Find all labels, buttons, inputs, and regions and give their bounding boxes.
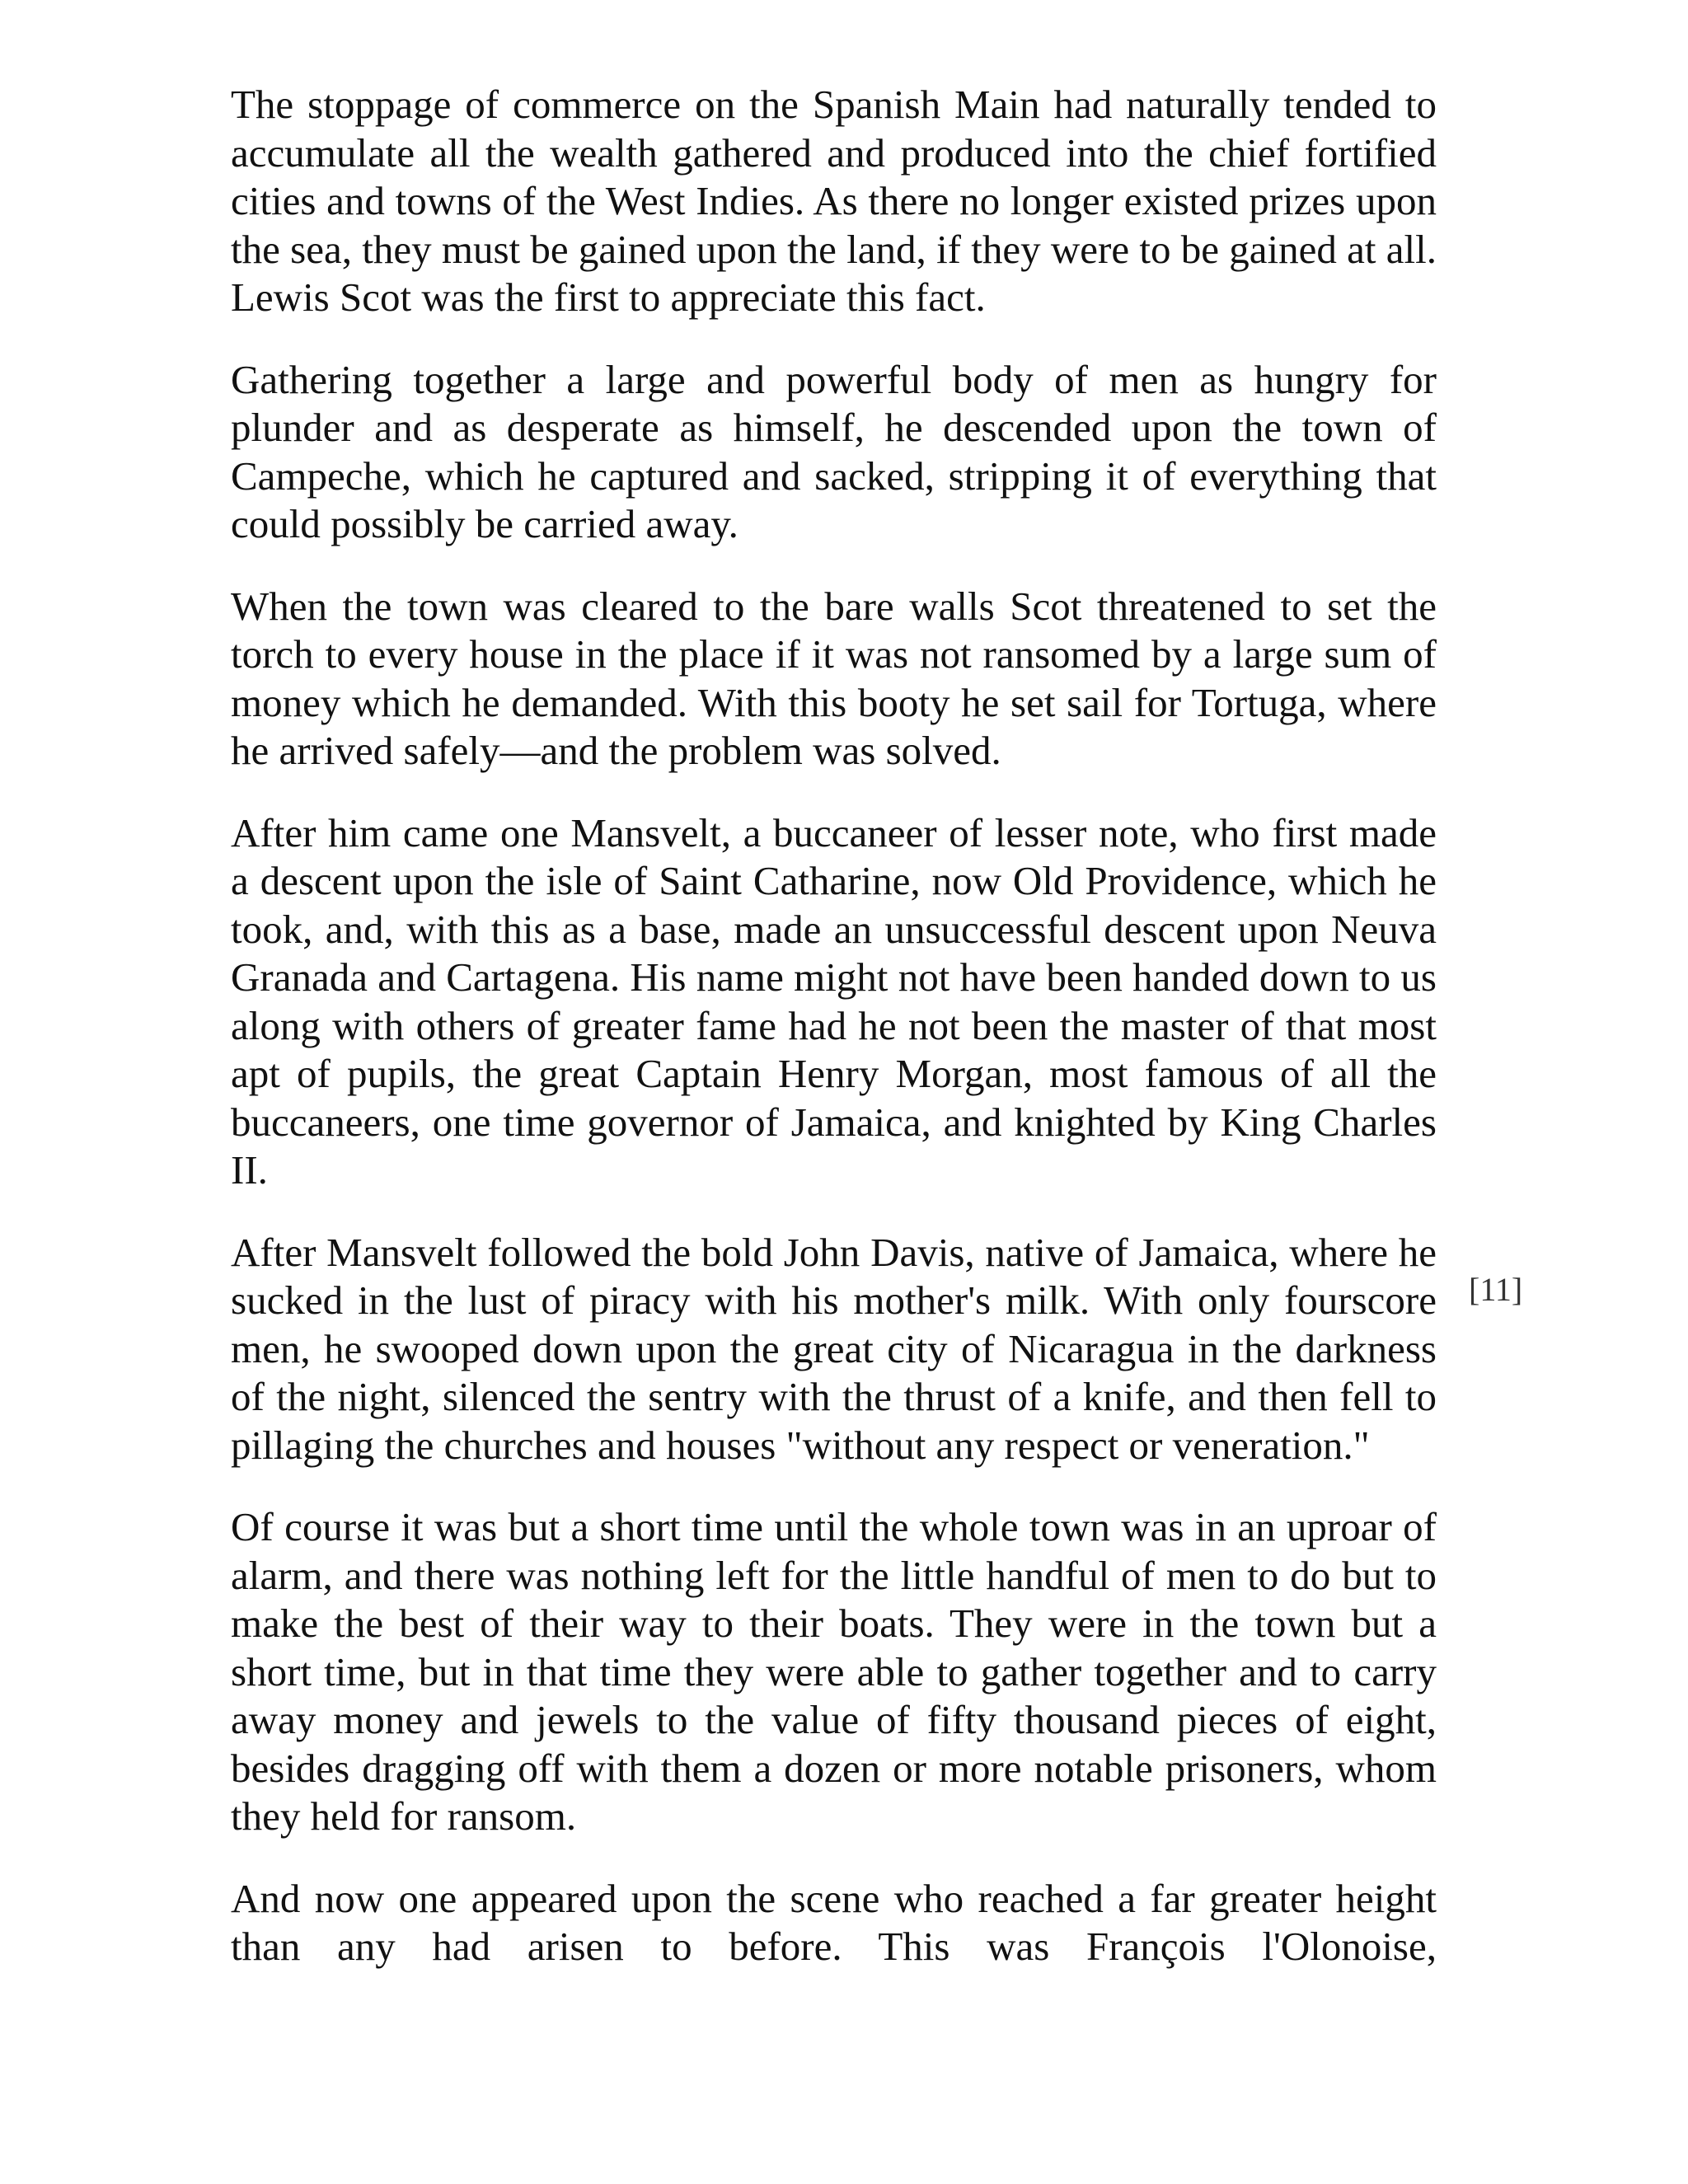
paragraph-5: After Mansvelt followed the bold John Davis, native of Jamaica, where he sucked in the lust of piracy with his mother's milk. With only fourscore men, he swooped down upon the great city of Nicaragua in the darkness of the night, silenced the sentry with the thrust of a knife, and then fell to pillaging the churches and houses "without any respect or veneration."	[231, 1229, 1437, 1468]
paragraph-6: Of course it was but a short time until the whole town was in an uproar of alarm, and there was nothing left for the little handful of men to do but to make the best of their way to their boats. They were in the town but a short time, but in that time they were able to gather together and to carry away money and jewels to the value of fifty thousand pieces of eight, besides dragging off with them a dozen or more notable prisoners, whom they held for ransom.	[231, 1504, 1437, 1839]
paragraph-1: The stoppage of commerce on the Spanish Main had naturally tended to accumulate all the wealth gathered and produced into the chief fortified cities and towns of the West Indies. As there no longer existed prizes upon the sea, they must be gained upon the land, if they were to be gained at all. Lewis Scot was the first to appreciate this fact.	[231, 82, 1437, 320]
text-column	[231, 81, 1437, 1971]
page-number: [11]	[1469, 1271, 1523, 1308]
paragraph-3: When the town was cleared to the bare walls Scot threatened to set the torch to every house in the place if it was not ransomed by a large sum of money which he demanded. With this booty he set sail for Tortuga, where he arrived safely—and the problem was solved.	[231, 583, 1437, 773]
paragraph-7: And now one appeared upon the scene who reached a far greater height than any had arisen to before. This was François l'Olonoise,	[231, 1875, 1437, 1969]
paragraph-2: Gathering together a large and powerful body of men as hungry for plunder and as desperate as himself, he descended upon the town of Campeche, which he captured and sacked, stripping it of everything that could possibly be carried away.	[231, 356, 1437, 546]
paragraph-4: After him came one Mansvelt, a buccaneer of lesser note, who first made a descent upon the isle of Saint Catharine, now Old Providence, which he took, and, with this as a base, made an unsuccessful descent upon Neuva Granada and Cartagena. His name might not have been handed down to us along with others of greater fame had he not been the master of that most apt of pupils, the great Captain Henry Morgan, most famous of all the buccaneers, one time governor of Jamaica, and knighted by King Charles II.	[231, 809, 1437, 1193]
